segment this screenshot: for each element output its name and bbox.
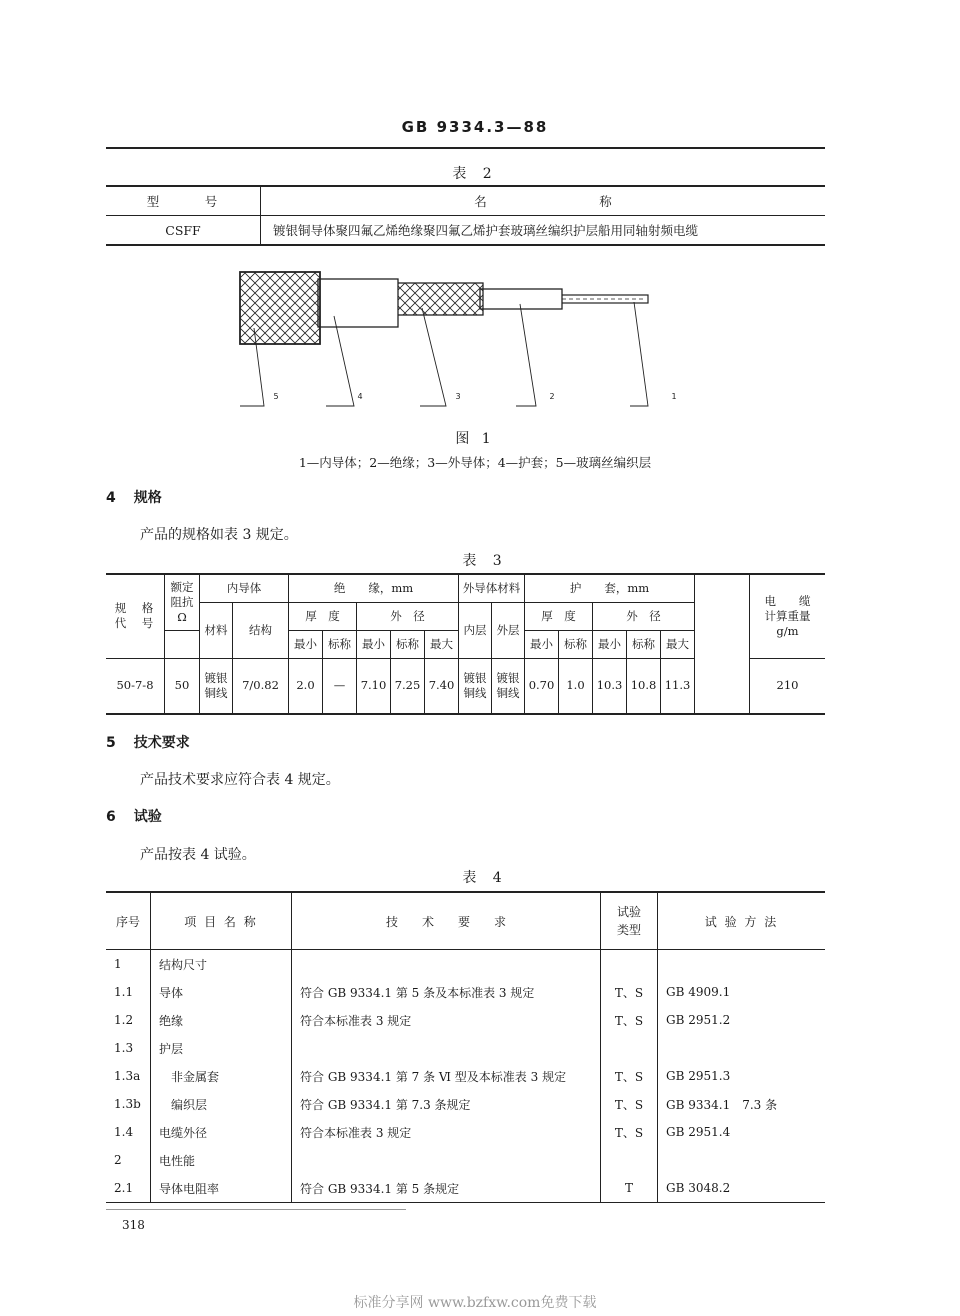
- t3-weight: 210: [750, 658, 826, 714]
- t4-no: 1.2: [114, 1013, 134, 1027]
- page-header: GB 9334.3—88: [401, 118, 549, 136]
- t4-type: T、S: [601, 1118, 658, 1146]
- t4-row: [106, 1174, 825, 1203]
- t4-item: 护层: [151, 1034, 292, 1062]
- t4-item: 电性能: [151, 1146, 292, 1174]
- figure1-title: 图 1: [455, 431, 495, 447]
- t3-h-ins-od: 外 径: [357, 602, 459, 630]
- t3-h-ins-od-min: 最小: [357, 630, 391, 658]
- t3-h-jk-od-max: 最大: [661, 630, 695, 658]
- t3-h-imp: 额定 阻抗 Ω: [165, 574, 200, 630]
- t4-method: [658, 1146, 826, 1174]
- t4-no: 1: [114, 957, 122, 971]
- t4-method: GB 4909.1: [658, 978, 826, 1006]
- t3-h-ins-thick: 厚 度: [289, 602, 357, 630]
- t4-row: [106, 1146, 825, 1174]
- t3-ins-od-nom: 7.25: [391, 658, 425, 714]
- t4-item: 编织层: [151, 1090, 292, 1118]
- t3-ins-od-max: 7.40: [425, 658, 459, 714]
- t4-h-type: 试验 类型: [601, 892, 658, 950]
- figure1-legend: 1—内导体；2—绝缘；3—外导体；4—护套；5—玻璃丝编织层: [298, 455, 652, 470]
- footer-rule: [106, 1209, 406, 1210]
- t4-item: 绝缘: [151, 1006, 292, 1034]
- section4-heading: [106, 487, 162, 507]
- t3-h-ins-thick-min: 最小: [289, 630, 323, 658]
- t4-req: 符合 GB 9334.1 第 5 条及本标准表 3 规定: [292, 978, 601, 1006]
- t3-jk-od-max: 11.3: [661, 658, 695, 714]
- section6-heading: [106, 806, 162, 826]
- section4-text: 产品的规格如表 3 规定。: [140, 527, 298, 543]
- t4-no: 1.3: [114, 1041, 134, 1055]
- t3-blank-col: [695, 574, 750, 714]
- section6-title: 试验: [133, 809, 162, 825]
- t3-code: 50-7-8: [106, 658, 165, 714]
- table3-caption: 表 3: [462, 553, 508, 569]
- t4-h-method: 试 验 方 法: [658, 892, 826, 950]
- t4-row: [106, 1034, 825, 1062]
- t3-h-outer: 外导体材料: [459, 574, 525, 602]
- t3-h-jk-od-min: 最小: [593, 630, 627, 658]
- t3-h-weight: 电 缆 计算重量 g/m: [750, 574, 826, 658]
- t4-no: 2: [114, 1153, 122, 1167]
- t3-h-imp-unit: [165, 630, 200, 658]
- t3-imp: 50: [165, 658, 200, 714]
- t3-h-jk-od: 外 径: [593, 602, 695, 630]
- t3-ins-od-min: 7.10: [357, 658, 391, 714]
- callout-1: 1: [671, 392, 677, 401]
- t4-type: [601, 1146, 658, 1174]
- t4-type: T、S: [601, 1062, 658, 1090]
- t3-h-inner: 内导体: [200, 574, 289, 602]
- t4-method: GB 2951.2: [658, 1006, 826, 1034]
- t4-no: 1.1: [114, 985, 134, 999]
- t4-row: [106, 1118, 825, 1146]
- t4-item: 结构尺寸: [151, 950, 292, 979]
- t3-ins-thick-min: 2.0: [289, 658, 323, 714]
- t4-req: 符合 GB 9334.1 第 7 条 Ⅵ 型及本标准表 3 规定: [292, 1062, 601, 1090]
- t4-req: 符合 GB 9334.1 第 7.3 条规定: [292, 1090, 601, 1118]
- t4-item: 导体: [151, 978, 292, 1006]
- table2-name: 镀银铜导体聚四氟乙烯绝缘聚四氟乙烯护套玻璃丝编织护层船用同轴射频电缆: [261, 216, 826, 246]
- table2-header-name: 名 称: [261, 186, 826, 216]
- section4-title: 规格: [133, 490, 162, 506]
- jacket: [318, 279, 398, 327]
- t4-req: [292, 1146, 601, 1174]
- t4-h-no: 序号: [106, 892, 151, 950]
- section5-number: 5: [106, 735, 116, 751]
- t3-h-ins-od-nom: 标称: [391, 630, 425, 658]
- table4-caption: 表 4: [462, 870, 508, 886]
- t3-structure: 7/0.82: [233, 658, 289, 714]
- t3-h-ins-od-max: 最大: [425, 630, 459, 658]
- t4-req: [292, 1034, 601, 1062]
- t4-method: GB 2951.3: [658, 1062, 826, 1090]
- t4-method: [658, 950, 826, 979]
- t3-h-jk-thick-min: 最小: [525, 630, 559, 658]
- t4-type: T、S: [601, 1090, 658, 1118]
- t4-row: [106, 950, 825, 979]
- glass-braid-layer: [240, 272, 320, 344]
- t4-row: [106, 1090, 825, 1118]
- t3-h-structure: 结构: [233, 602, 289, 658]
- section6-text: 产品按表 4 试验。: [140, 847, 256, 863]
- callout-5: 5: [273, 392, 279, 401]
- t4-type: T、S: [601, 1006, 658, 1034]
- t4-no: 2.1: [114, 1181, 134, 1195]
- t4-req: [292, 950, 601, 979]
- t3-ins-thick-nom: —: [323, 658, 357, 714]
- callout-4: 4: [357, 392, 363, 401]
- t4-req: 符合本标准表 3 规定: [292, 1118, 601, 1146]
- t4-h-item: 项 目 名 称: [151, 892, 292, 950]
- t3-h-code: 规 格 代 号: [106, 574, 165, 658]
- t4-item: 电缆外径: [151, 1118, 292, 1146]
- t3-outer-inner: 镀银 铜线: [459, 658, 492, 714]
- section6-number: 6: [106, 809, 116, 825]
- t3-h-jk-od-nom: 标称: [627, 630, 661, 658]
- t3-jk-od-nom: 10.8: [627, 658, 661, 714]
- t4-type: T: [601, 1174, 658, 1203]
- outer-conductor: [395, 283, 483, 315]
- table2-model: CSFF: [165, 222, 201, 238]
- t3-h-ins-thick-nom: 标称: [323, 630, 357, 658]
- t4-no: 1.4: [114, 1125, 134, 1139]
- page-number: 318: [122, 1218, 145, 1232]
- header-rule: [106, 147, 825, 149]
- t4-row: [106, 1006, 825, 1034]
- t3-h-insul: 绝 缘，mm: [289, 574, 459, 602]
- t4-type: [601, 950, 658, 979]
- t4-body: [106, 950, 825, 1203]
- t3-h-outerlayer: 外层: [492, 602, 525, 658]
- t4-item: 非金属套: [151, 1062, 292, 1090]
- t4-no: 1.3a: [114, 1069, 141, 1083]
- section5-text: 产品技术要求应符合表 4 规定。: [140, 772, 340, 788]
- t4-req: 符合本标准表 3 规定: [292, 1006, 601, 1034]
- t3-jk-thick-nom: 1.0: [559, 658, 593, 714]
- callout-2: 2: [549, 392, 555, 401]
- inner-conductor: [560, 295, 648, 303]
- t4-method: GB 2951.4: [658, 1118, 826, 1146]
- table2: [106, 185, 825, 246]
- t4-method: GB 3048.2: [658, 1174, 826, 1203]
- t4-type: T、S: [601, 978, 658, 1006]
- t4-method: GB 9334.1 7.3 条: [658, 1090, 826, 1118]
- t3-jk-thick-min: 0.70: [525, 658, 559, 714]
- t3-h-jk-thick-nom: 标称: [559, 630, 593, 658]
- t4-no: 1.3b: [114, 1097, 141, 1111]
- watermark: 标准分享网 www.bzfxw.com免费下载: [353, 1295, 597, 1311]
- t3-h-innerlayer: 内层: [459, 602, 492, 658]
- t3-h-jacket: 护 套，mm: [525, 574, 695, 602]
- insulation: [480, 289, 562, 309]
- table3: [106, 573, 825, 715]
- t3-h-jk-thick: 厚 度: [525, 602, 593, 630]
- callout-3: 3: [455, 392, 461, 401]
- t4-row: [106, 1062, 825, 1090]
- section5-heading: [106, 732, 190, 752]
- t3-h-material: 材料: [200, 602, 233, 658]
- cable-diagram: [230, 268, 677, 413]
- section4-number: 4: [106, 490, 116, 506]
- t4-row: [106, 978, 825, 1006]
- table2-caption: 表 2: [452, 166, 498, 182]
- t4-req: 符合 GB 9334.1 第 5 条规定: [292, 1174, 601, 1203]
- section5-title: 技术要求: [133, 735, 190, 751]
- t4-item: 导体电阻率: [151, 1174, 292, 1203]
- t3-outer-outer: 镀银 铜线: [492, 658, 525, 714]
- t4-type: [601, 1034, 658, 1062]
- t4-method: [658, 1034, 826, 1062]
- t3-material: 镀银 铜线: [200, 658, 233, 714]
- table2-header-model: 型 号: [106, 186, 261, 216]
- t3-jk-od-min: 10.3: [593, 658, 627, 714]
- t4-h-req: 技 术 要 求: [292, 892, 601, 950]
- table4: [106, 891, 825, 1203]
